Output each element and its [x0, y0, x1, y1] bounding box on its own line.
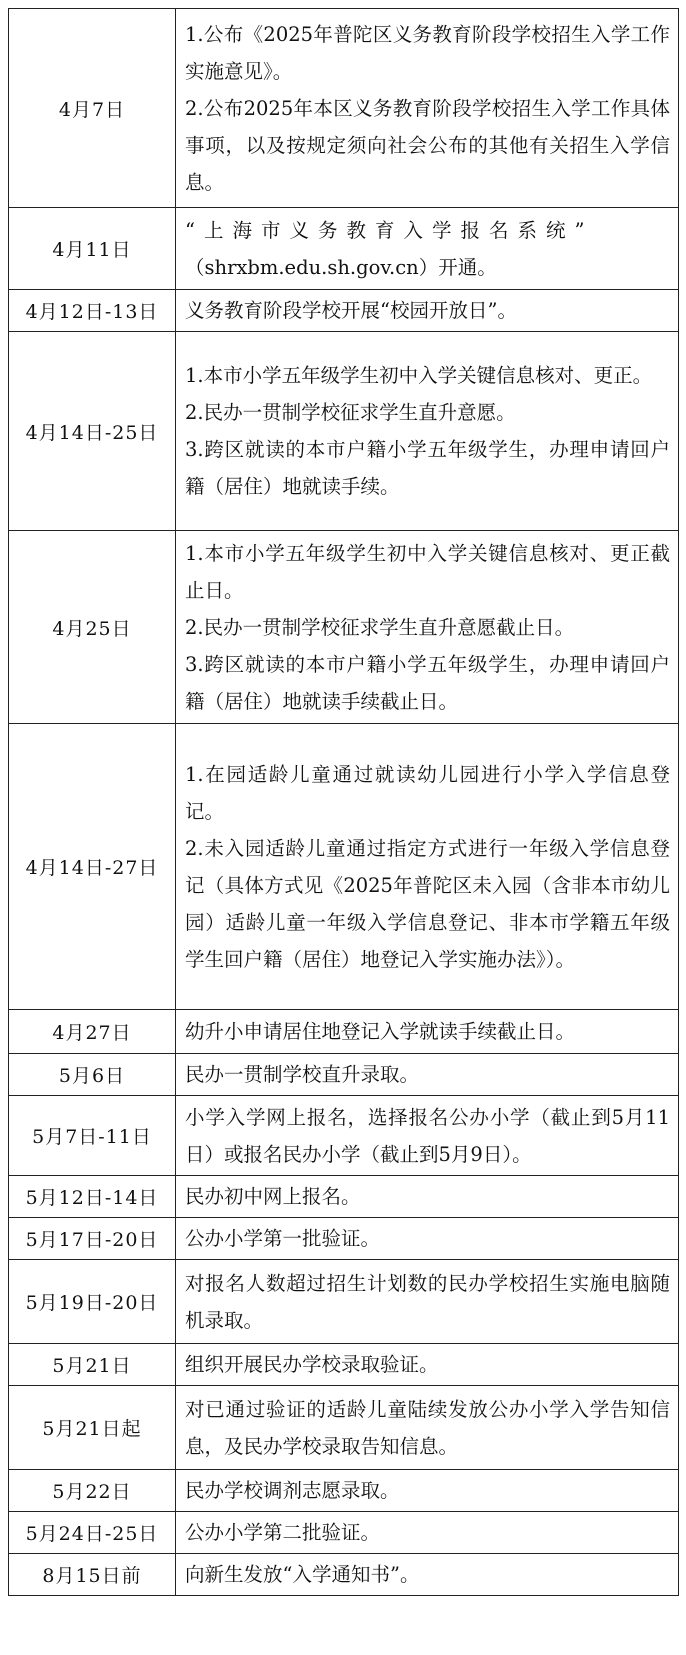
enrollment-schedule-table [8, 8, 679, 1596]
description-line: 小学入学网上报名，选择报名公办小学（截止到5月11日）或报名民办小学（截止到5月9日）。 [185, 1105, 670, 1166]
description-line: 幼升小申请居住地登记入学就读手续截止日。 [185, 1020, 576, 1043]
description-cell [176, 1010, 679, 1054]
description-line: 2.公布2025年本区义务教育阶段学校招生入学工作具体事项，以及按规定须向社会公布的其他有关招生入学信息。 [185, 96, 670, 194]
description-cell [176, 1176, 679, 1218]
description-cell [176, 332, 679, 531]
description-cell [176, 1218, 679, 1260]
table-row [9, 9, 679, 208]
table-row [9, 1344, 679, 1386]
description-line: 民办学校调剂志愿录取。 [185, 1479, 400, 1502]
description-line: 义务教育阶段学校开展“校园开放日”。 [185, 299, 517, 322]
description-line: 1.在园适龄儿童通过就读幼儿园进行小学入学信息登记。 [185, 762, 670, 823]
date-cell: 5月7日-11日 [9, 1096, 176, 1176]
description-cell [176, 1260, 679, 1344]
date-cell: 5月21日起 [9, 1386, 176, 1470]
date-cell: 8月15日前 [9, 1554, 176, 1596]
table-row [9, 290, 679, 332]
date-cell: 4月27日 [9, 1010, 176, 1054]
description-cell [176, 1470, 679, 1512]
table-row [9, 1512, 679, 1554]
table-row [9, 1218, 679, 1260]
date-cell: 4月25日 [9, 531, 176, 724]
description-line: 3.跨区就读的本市户籍小学五年级学生，办理申请回户籍（居住）地就读手续。 [185, 438, 670, 498]
description-line: 3.跨区就读的本市户籍小学五年级学生，办理申请回户籍（居住）地就读手续截止日。 [185, 652, 670, 713]
description-cell [176, 290, 679, 332]
date-cell: 5月12日-14日 [9, 1176, 176, 1218]
description-cell [176, 1344, 679, 1386]
table-row [9, 1470, 679, 1512]
table-row [9, 1054, 679, 1096]
table-row [9, 1176, 679, 1218]
description-cell [176, 1512, 679, 1554]
description-line: 2.未入园适龄儿童通过指定方式进行一年级入学信息登记（具体方式见《2025年普陀区未入园（含非本市幼儿园）适龄儿童一年级入学信息登记、非本市学籍五年级学生回户籍（居住）地登记入学实施办法》）。 [185, 836, 670, 971]
date-cell: 4月12日-13日 [9, 290, 176, 332]
date-cell: 4月11日 [9, 208, 176, 290]
description-cell [176, 1554, 679, 1596]
description-line: 组织开展民办学校录取验证。 [185, 1353, 439, 1376]
description-line: 民办一贯制学校直升录取。 [185, 1063, 420, 1086]
description-cell [176, 9, 679, 208]
table-row [9, 1554, 679, 1596]
description-line: “上海市义务教育入学报名系统” [185, 218, 594, 242]
description-cell [176, 208, 679, 290]
description-line: 1.公布《2025年普陀区义务教育阶段学校招生入学工作实施意见》。 [185, 22, 670, 83]
table-row [9, 1096, 679, 1176]
date-cell: 4月14日-25日 [9, 332, 176, 531]
description-cell [176, 1096, 679, 1176]
date-cell: 5月21日 [9, 1344, 176, 1386]
date-cell: 5月22日 [9, 1470, 176, 1512]
date-cell: 4月7日 [9, 9, 176, 208]
table-row [9, 1010, 679, 1054]
table-row [9, 531, 679, 724]
description-line: 民办初中网上报名。 [185, 1185, 361, 1208]
description-line: 公办小学第二批验证。 [185, 1521, 381, 1544]
description-cell [176, 1386, 679, 1470]
table-row [9, 724, 679, 1010]
description-line: 向新生发放“入学通知书”。 [185, 1563, 420, 1586]
description-line: 对已通过验证的适龄儿童陆续发放公办小学入学告知信息，及民办学校录取告知信息。 [185, 1397, 670, 1458]
description-line: （shrxbm.edu.sh.gov.cn）开通。 [185, 255, 497, 279]
date-cell: 5月24日-25日 [9, 1512, 176, 1554]
description-line: 1.本市小学五年级学生初中入学关键信息核对、更正。 [185, 364, 653, 387]
description-cell [176, 724, 679, 1010]
date-cell: 5月17日-20日 [9, 1218, 176, 1260]
date-cell: 5月19日-20日 [9, 1260, 176, 1344]
date-cell: 5月6日 [9, 1054, 176, 1096]
description-line: 2.民办一贯制学校征求学生直升意愿。 [185, 401, 516, 424]
description-line: 对报名人数超过招生计划数的民办学校招生实施电脑随机录取。 [185, 1271, 670, 1332]
table-row [9, 1386, 679, 1470]
description-line: 公办小学第一批验证。 [185, 1227, 381, 1250]
description-cell [176, 531, 679, 724]
description-line: 1.本市小学五年级学生初中入学关键信息核对、更正截止日。 [185, 541, 670, 602]
table-row [9, 208, 679, 290]
description-cell [176, 1054, 679, 1096]
description-line: 2.民办一贯制学校征求学生直升意愿截止日。 [185, 615, 575, 639]
date-cell: 4月14日-27日 [9, 724, 176, 1010]
table-row [9, 332, 679, 531]
table-row [9, 1260, 679, 1344]
